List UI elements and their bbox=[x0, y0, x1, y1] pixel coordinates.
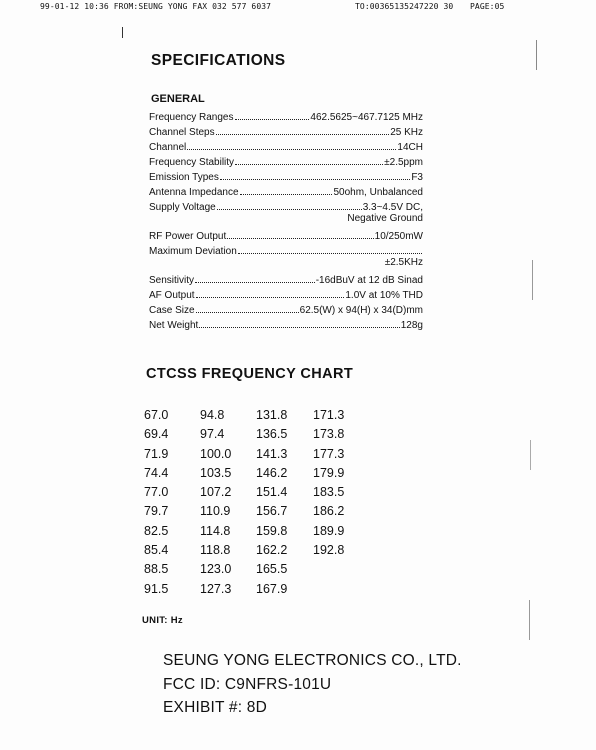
ctcss-frequency: 167.9 bbox=[256, 581, 288, 596]
spec-row bbox=[149, 286, 423, 301]
scan-mark bbox=[536, 40, 537, 70]
ctcss-frequency: 118.8 bbox=[200, 543, 231, 558]
ctcss-frequency: 146.2 bbox=[256, 465, 288, 480]
fax-header-page: PAGE:05 bbox=[470, 2, 505, 11]
spec-value: 14CH bbox=[397, 142, 423, 153]
ctcss-frequency: 88.5 bbox=[144, 562, 169, 577]
spec-value: 62.5(W) x 94(H) x 34(D)mm bbox=[299, 305, 423, 316]
ctcss-frequency: 85.4 bbox=[144, 543, 169, 558]
spec-label: Supply Voltage bbox=[149, 202, 216, 213]
leader-dots bbox=[240, 194, 333, 195]
ctcss-frequency: 79.7 bbox=[144, 504, 169, 519]
leader-dots bbox=[217, 209, 362, 210]
ctcss-frequency: 156.7 bbox=[256, 504, 288, 519]
fax-header-recipient: TO:00365135247220 30 bbox=[355, 2, 454, 11]
ctcss-frequency: 69.4 bbox=[144, 427, 169, 442]
spec-value: ±2.5ppm bbox=[384, 157, 423, 168]
leader-dots bbox=[216, 134, 390, 135]
ctcss-frequency: 159.8 bbox=[256, 523, 288, 538]
ctcss-frequency: 123.0 bbox=[200, 562, 232, 577]
ctcss-frequency: 114.8 bbox=[200, 523, 231, 538]
ctcss-frequency: 74.4 bbox=[144, 465, 169, 480]
ctcss-frequency: 183.5 bbox=[313, 485, 345, 500]
spec-value: 1.0V at 10% THD bbox=[345, 290, 423, 301]
ctcss-frequency-table bbox=[144, 408, 369, 601]
ctcss-frequency: 171.3 bbox=[313, 408, 345, 422]
ctcss-frequency: 177.3 bbox=[313, 446, 345, 461]
ctcss-frequency: 131.8 bbox=[256, 408, 288, 422]
exhibit-number: EXHIBIT #: 8D bbox=[163, 699, 267, 716]
ctcss-frequency: 136.5 bbox=[256, 427, 288, 442]
spec-row bbox=[149, 301, 423, 316]
ctcss-frequency: 67.0 bbox=[144, 408, 169, 422]
scan-mark bbox=[532, 260, 533, 300]
ctcss-frequency: 97.4 bbox=[200, 427, 225, 442]
ctcss-frequency: 94.8 bbox=[200, 408, 225, 422]
leader-dots bbox=[238, 253, 422, 254]
spec-label: RF Power Output bbox=[149, 231, 227, 242]
ctcss-frequency: 103.5 bbox=[200, 465, 232, 480]
spec-row bbox=[149, 138, 423, 153]
spec-row bbox=[149, 198, 423, 213]
spec-row bbox=[149, 123, 423, 138]
leader-dots bbox=[235, 164, 383, 165]
leader-dots bbox=[227, 238, 373, 239]
leader-dots bbox=[220, 179, 410, 180]
leader-dots bbox=[199, 327, 399, 328]
leader-dots bbox=[187, 149, 396, 150]
spec-value-continuation: Negative Ground bbox=[347, 213, 423, 224]
ctcss-frequency: 189.9 bbox=[313, 523, 345, 538]
ctcss-frequency: 77.0 bbox=[144, 485, 169, 500]
fcc-id: FCC ID: C9NFRS-101U bbox=[163, 676, 332, 693]
leader-dots bbox=[235, 119, 310, 120]
ctcss-frequency: 107.2 bbox=[200, 485, 232, 500]
leader-dots bbox=[195, 282, 315, 283]
company-name: SEUNG YONG ELECTRONICS CO., LTD. bbox=[163, 652, 462, 669]
spec-value: F3 bbox=[411, 172, 423, 183]
ctcss-frequency: 110.9 bbox=[200, 504, 231, 519]
leader-dots bbox=[196, 297, 345, 298]
spec-row bbox=[149, 168, 423, 183]
fax-header-sender: 99-01-12 10:36 FROM:SEUNG YONG FAX 032 577 6037 bbox=[40, 2, 272, 11]
spec-label: Maximum Deviation bbox=[149, 246, 237, 257]
unit-label: UNIT: Hz bbox=[142, 615, 183, 626]
ctcss-frequency: 141.3 bbox=[256, 446, 288, 461]
spec-label: Channel bbox=[149, 142, 187, 153]
spec-label: Net Weight bbox=[149, 320, 199, 331]
ctcss-frequency: 162.2 bbox=[256, 543, 288, 558]
spec-label: Frequency Stability bbox=[149, 157, 235, 168]
ctcss-title: CTCSS FREQUENCY CHART bbox=[146, 366, 354, 382]
ctcss-frequency: 192.8 bbox=[313, 543, 345, 558]
spec-value-continuation: ±2.5KHz bbox=[384, 257, 423, 268]
spec-value: 462.5625~467.7125 MHz bbox=[310, 112, 423, 123]
specifications-table bbox=[149, 108, 423, 331]
specifications-title: SPECIFICATIONS bbox=[151, 52, 286, 69]
ctcss-frequency: 71.9 bbox=[144, 446, 169, 461]
ctcss-frequency: 186.2 bbox=[313, 504, 345, 519]
spec-label: AF Output bbox=[149, 290, 195, 301]
ctcss-frequency: 173.8 bbox=[313, 427, 345, 442]
spec-row bbox=[149, 153, 423, 168]
spec-label: Channel Steps bbox=[149, 127, 215, 138]
scan-mark bbox=[530, 440, 531, 470]
scan-mark bbox=[529, 600, 530, 640]
spec-value: 128g bbox=[400, 320, 423, 331]
ctcss-frequency: 91.5 bbox=[144, 581, 169, 596]
spec-row bbox=[149, 108, 423, 123]
spec-row bbox=[149, 271, 423, 286]
spec-value: 25 KHz bbox=[390, 127, 423, 138]
spec-label: Emission Types bbox=[149, 172, 219, 183]
ctcss-frequency: 82.5 bbox=[144, 523, 169, 538]
spec-row bbox=[149, 227, 423, 242]
spec-label: Antenna Impedance bbox=[149, 187, 239, 198]
general-heading: GENERAL bbox=[151, 93, 205, 105]
spec-value: 10/250mW bbox=[374, 231, 423, 242]
spec-value: 50ohm, Unbalanced bbox=[333, 187, 423, 198]
spec-value: 3.3~4.5V DC, bbox=[362, 202, 423, 213]
leader-dots bbox=[196, 312, 299, 313]
ctcss-frequency: 151.4 bbox=[256, 485, 288, 500]
scan-mark bbox=[122, 27, 123, 38]
ctcss-frequency bbox=[313, 582, 369, 601]
ctcss-frequency: 165.5 bbox=[256, 562, 288, 577]
spec-row bbox=[149, 242, 423, 257]
ctcss-frequency: 179.9 bbox=[313, 465, 345, 480]
spec-label: Case Size bbox=[149, 305, 195, 316]
spec-label: Sensitivity bbox=[149, 275, 195, 286]
spec-label: Frequency Ranges bbox=[149, 112, 234, 123]
ctcss-frequency: 100.0 bbox=[200, 446, 232, 461]
ctcss-frequency bbox=[313, 562, 369, 581]
ctcss-frequency: 127.3 bbox=[200, 581, 232, 596]
spec-row bbox=[149, 183, 423, 198]
spec-value: -16dBuV at 12 dB Sinad bbox=[315, 275, 423, 286]
spec-row bbox=[149, 316, 423, 331]
